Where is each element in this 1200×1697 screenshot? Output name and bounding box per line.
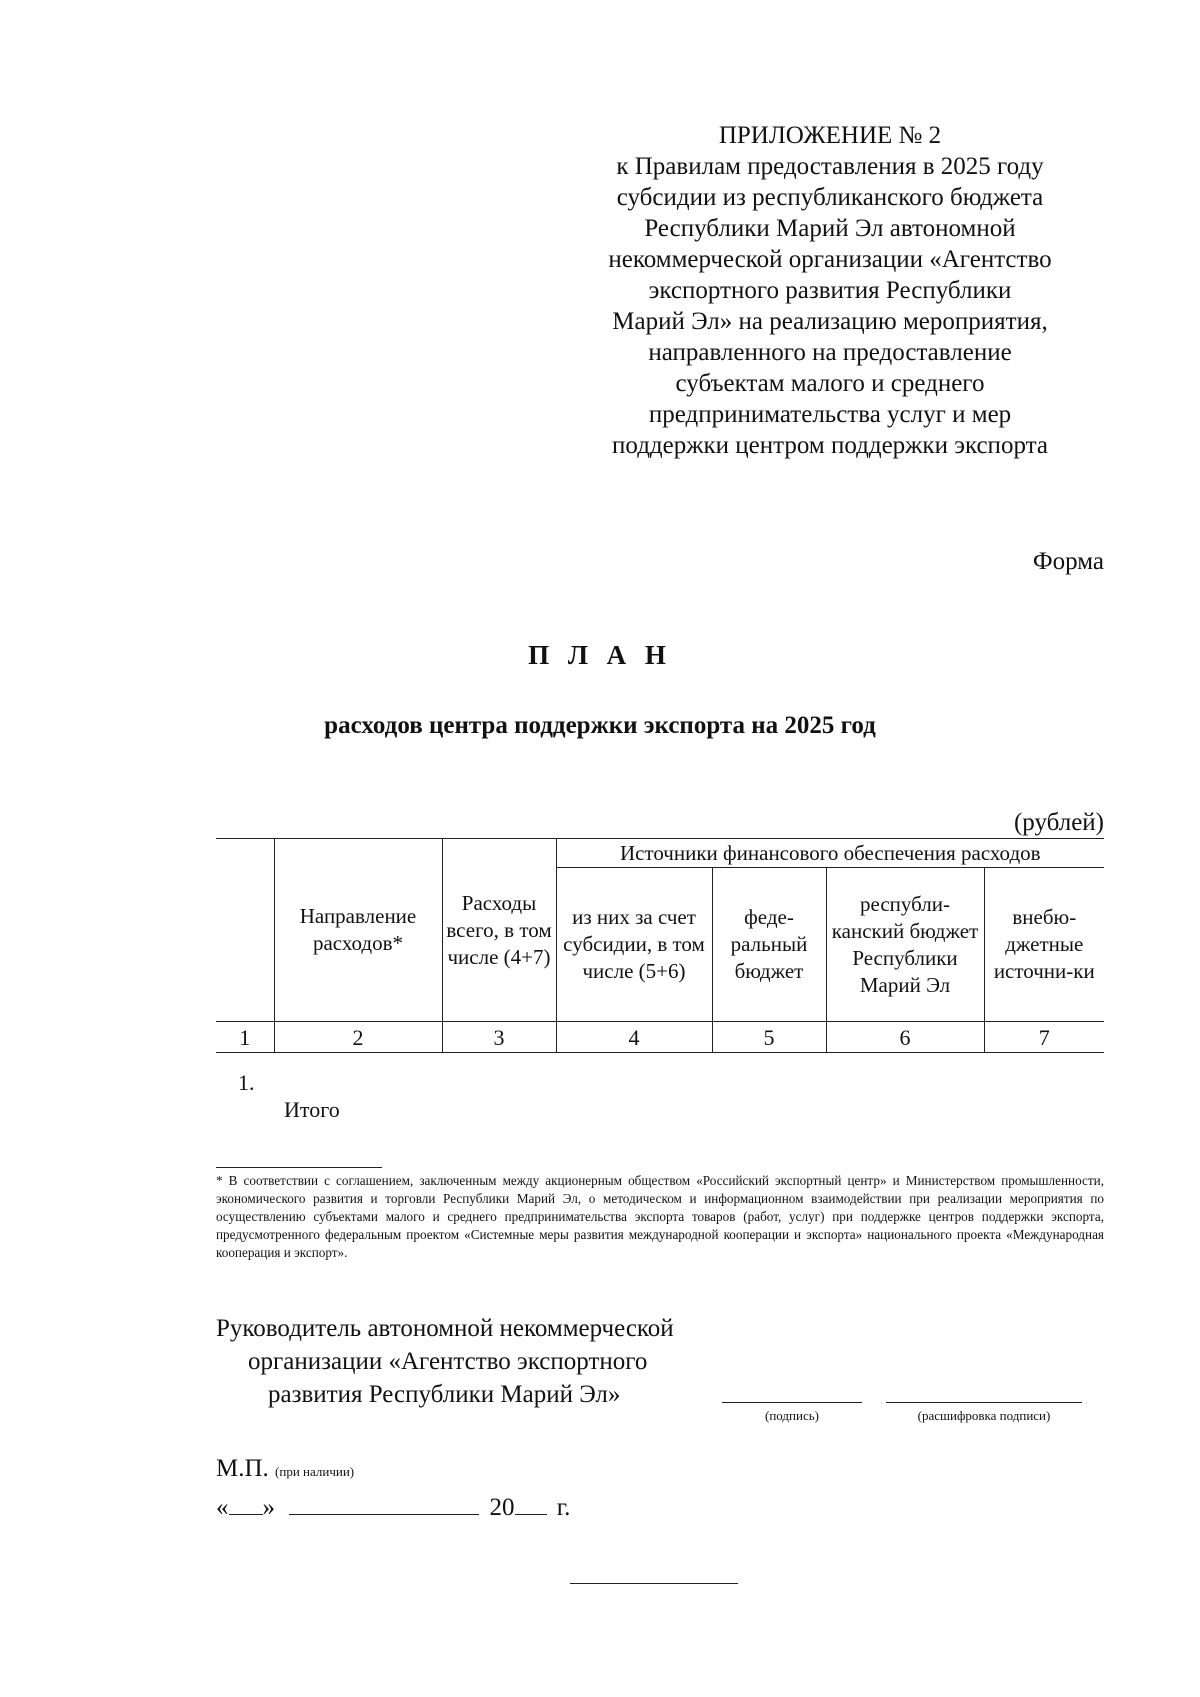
month-blank	[289, 1490, 479, 1515]
signature-caption: (подпись)	[765, 1408, 819, 1423]
signatory-line: развития Республики Марий Эл»	[268, 1381, 621, 1408]
signatory-line: организации «Агентство экспортного	[248, 1348, 648, 1375]
year-prefix: 20	[489, 1494, 515, 1521]
header-extrabudget: внебю-джетные источни-ки	[984, 868, 1104, 1022]
appendix-line: поддержки центром поддержки экспорта	[612, 432, 1048, 459]
stamp-place	[216, 1455, 354, 1483]
appendix-line: ПРИЛОЖЕНИЕ № 2	[718, 122, 942, 149]
header-total: Расходы всего, в том числе (4+7)	[442, 839, 556, 1022]
header-direction: Направление расходов*	[274, 839, 442, 1022]
date-close-quote: »	[262, 1494, 275, 1521]
signature-line	[722, 1402, 862, 1403]
signature-decode-line	[886, 1402, 1082, 1403]
appendix-line: Марий Эл» на реализацию мероприятия,	[612, 308, 1048, 335]
column-number-row	[216, 1022, 1104, 1053]
appendix-line: некоммерческой организации «Агентство	[608, 246, 1052, 273]
appendix-line: к Правилам предоставления в 2025 году	[616, 153, 1044, 180]
appendix-line: предпринимательства услуг и мер	[648, 401, 1012, 428]
year-blank	[515, 1490, 547, 1515]
footnote: * В соответствии с соглашением, заключенным между акционерным обществом «Российский экспортный центр» и Министерством промышленности, экономического развития и торговли Республики Марий Эл, о методическом и информационном взаимодействии при реализации мероприятия по осуществлению субъектами малого и среднего предпринимательства экспорта товаров (работ, услуг) при поддержке центров поддержки экспорта, предусмотренного федеральным проектом «Системные меры развития международной кооперации и экспорта» национального проекта «Международная кооперация и экспорт».	[216, 1173, 1104, 1260]
signatory-line: Руководитель автономной некоммерческой	[216, 1315, 674, 1342]
appendix-line: направленного на предоставление	[648, 339, 1012, 366]
column-number: 3	[442, 1022, 556, 1053]
appendix-line: субсидии из республиканского бюджета	[616, 184, 1044, 211]
header-row	[216, 839, 1104, 868]
column-number: 1	[216, 1022, 274, 1053]
units-label: (рублей)	[1013, 809, 1104, 836]
column-number: 7	[984, 1022, 1104, 1053]
header-subsidy: из них за счет субсидии, в том числе (5+6)	[556, 868, 712, 1022]
stamp-note: (при наличии)	[275, 1464, 355, 1479]
header-federal: феде-ральный бюджет	[712, 868, 826, 1022]
signatory-title	[216, 1312, 674, 1411]
footnote-separator	[216, 1167, 382, 1168]
date-line	[216, 1490, 570, 1522]
stamp-label: М.П.	[216, 1455, 269, 1482]
document-title: П Л А Н	[528, 640, 672, 670]
form-label: Форма	[1032, 548, 1104, 575]
signature-decode-caption: (расшифровка подписи)	[917, 1408, 1051, 1423]
appendix-line: субъектам малого и среднего	[675, 370, 985, 397]
day-blank	[229, 1490, 263, 1515]
column-number: 6	[826, 1022, 984, 1053]
row-number: 1.	[238, 1070, 255, 1095]
appendix-line: экспортного развития Республики	[648, 277, 1012, 304]
column-number: 5	[712, 1022, 826, 1053]
header-cell-number	[216, 839, 274, 1022]
year-suffix: г.	[556, 1494, 571, 1521]
expense-plan-table	[216, 838, 1104, 1053]
date-open-quote: «	[216, 1494, 229, 1521]
column-number: 4	[556, 1022, 712, 1053]
header-sources: Источники финансового обеспечения расходов	[556, 839, 1104, 868]
document-subtitle: расходов центра поддержки экспорта на 2025 год	[324, 712, 876, 739]
column-number: 2	[274, 1022, 442, 1053]
appendix-header	[560, 120, 1100, 461]
appendix-line: Республики Марий Эл автономной	[644, 215, 1016, 242]
bottom-separator	[570, 1583, 738, 1584]
total-label: Итого	[284, 1097, 340, 1122]
header-republic: республи-канский бюджет Республики Марий Эл	[826, 868, 984, 1022]
